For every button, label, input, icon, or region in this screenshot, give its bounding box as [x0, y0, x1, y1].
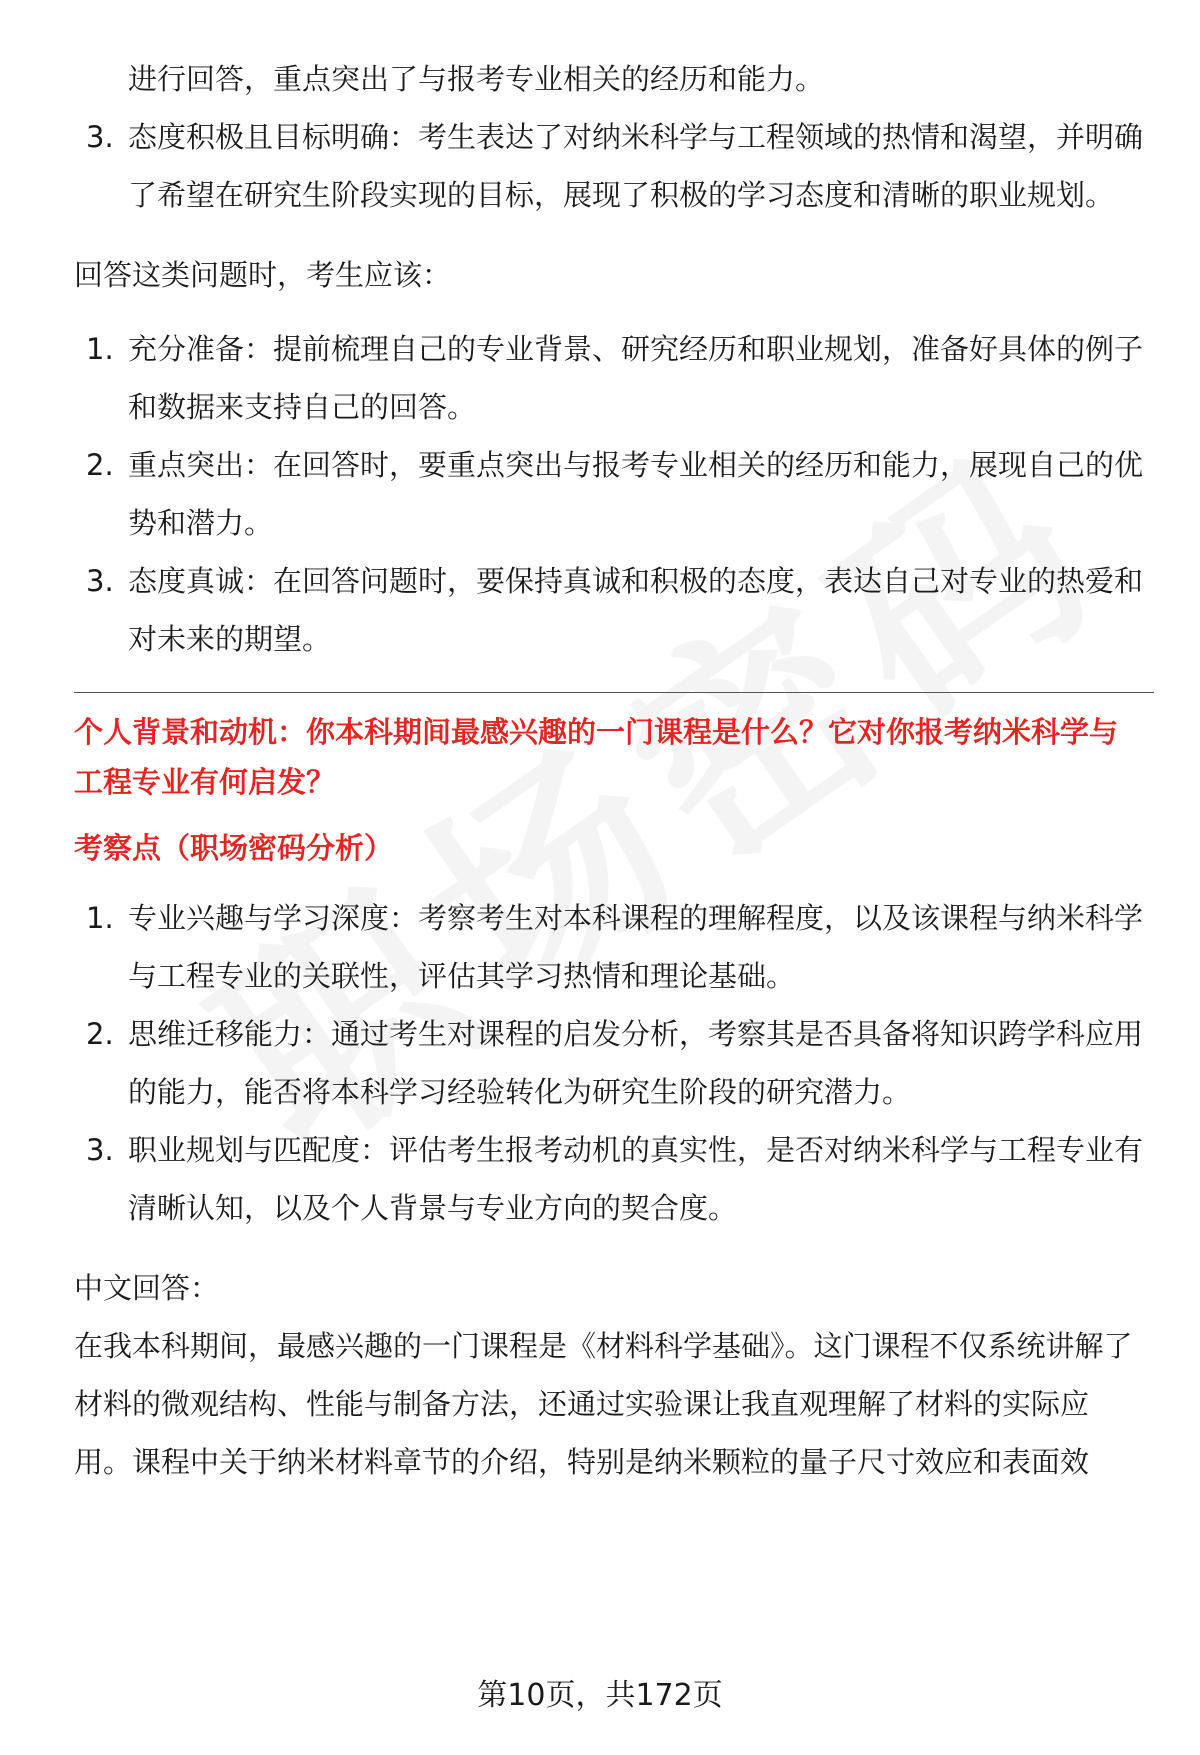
list-text: 职业规划与匹配度：评估考生报考动机的真实性，是否对纳米科学与工程专业有清晰认知，以及个人背景与专业方向的契合度。 — [128, 1133, 1144, 1225]
answer-text: 在我本科期间，最感兴趣的一门课程是《材料科学基础》。这门课程不仅系统讲解了材料的微观结构、性能与制备方法，还通过实验课让我直观理解了材料的实际应用。课程中关于纳米材料章节的介绍，特别是纳米颗粒的量子尺寸效应和表面效 — [74, 1329, 1133, 1479]
list-text: 专业兴趣与学习深度：考察考生对本科课程的理解程度，以及该课程与纳米科学与工程专业的关联性，评估其学习热情和理论基础。 — [128, 901, 1144, 993]
list-number: 3. — [86, 120, 114, 154]
list-item — [74, 436, 1144, 552]
question-title: 个人背景和动机：你本科期间最感兴趣的一门课程是什么？它对你报考纳米科学与工程专业有何启发？ — [74, 715, 1119, 799]
list-text: 充分准备：提前梳理自己的专业背景、研究经历和职业规划，准备好具体的例子和数据来支持自己的回答。 — [128, 332, 1144, 424]
page-footer: 第10页，共172页 — [477, 1678, 723, 1713]
list-number: 3. — [86, 564, 114, 598]
list-item — [74, 1005, 1144, 1121]
list-text: 态度积极且目标明确：考生表达了对纳米科学与工程领域的热情和渴望，并明确了希望在研究生阶段实现的目标，展现了积极的学习态度和清晰的职业规划。 — [128, 120, 1144, 212]
focus-points-list — [74, 889, 1144, 1237]
list-text: 态度真诚：在回答问题时，要保持真诚和积极的态度，表达自己对专业的热爱和对未来的期望。 — [128, 564, 1144, 656]
focus-heading: 考察点（职场密码分析） — [74, 831, 394, 865]
section-divider — [74, 692, 1154, 693]
continuation-text: 进行回答，重点突出了与报考专业相关的经历和能力。 — [128, 62, 825, 96]
list-item — [74, 108, 1144, 224]
list-number: 2. — [86, 448, 114, 482]
list-number: 3. — [86, 1133, 114, 1167]
list-item — [74, 889, 1144, 1005]
list-item — [74, 1121, 1144, 1237]
tips-list — [74, 320, 1144, 668]
answer-label: 中文回答： — [74, 1271, 220, 1305]
list-number: 1. — [86, 901, 114, 935]
list-number: 1. — [86, 332, 114, 366]
list-item — [74, 552, 1144, 668]
list-text: 思维迁移能力：通过考生对课程的启发分析，考察其是否具备将知识跨学科应用的能力，能否将本科学习经验转化为研究生阶段的研究潜力。 — [128, 1017, 1144, 1109]
top-list — [74, 108, 1144, 224]
tips-intro: 回答这类问题时，考生应该： — [74, 258, 452, 292]
list-item — [74, 320, 1144, 436]
list-text: 重点突出：在回答时，要重点突出与报考专业相关的经历和能力，展现自己的优势和潜力。 — [128, 448, 1144, 540]
list-number: 2. — [86, 1017, 114, 1051]
page-content — [74, 50, 1144, 1491]
